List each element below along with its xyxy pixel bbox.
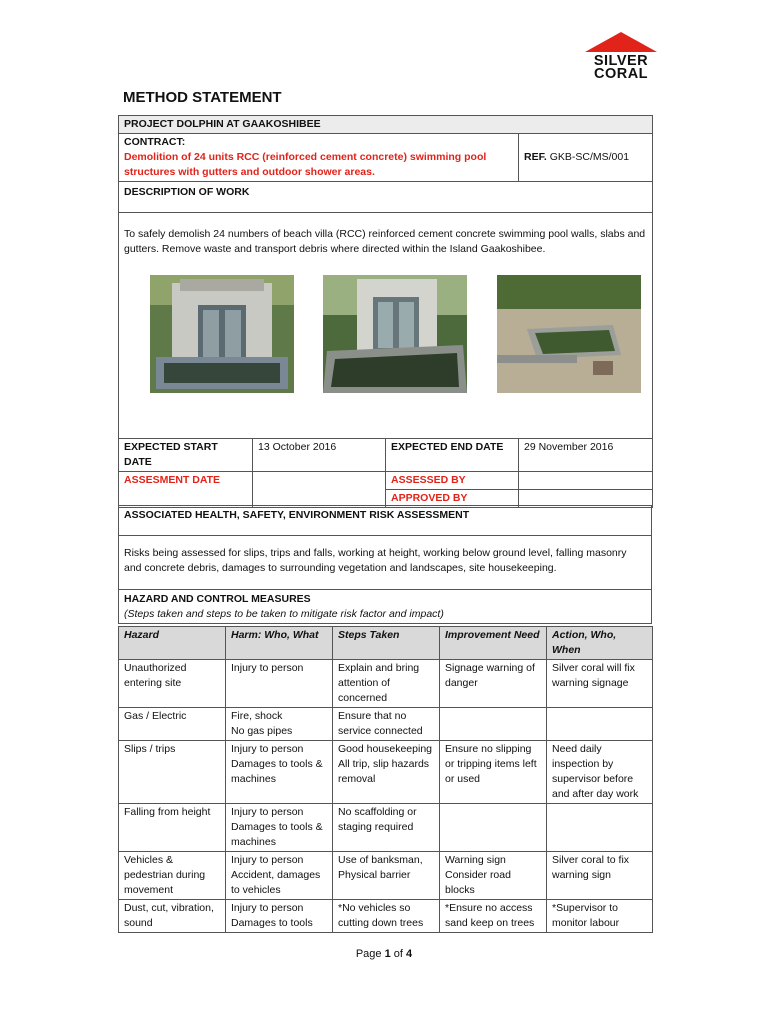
hazard-header-cell: Steps Taken [333,627,440,660]
pool-photo-1 [150,275,294,393]
table-row [119,708,653,741]
hazard-header-cell: Hazard [119,627,226,660]
company-logo [583,32,659,82]
project-name: PROJECT DOLPHIN AT GAAKOSHIBEE [119,116,653,134]
logo-line-1: SILVER [593,53,649,69]
table-cell: No scaffolding or staging required [333,804,440,852]
table-cell: Vehicles & pedestrian during movement [119,852,226,900]
hazard-control-table [118,626,653,933]
table-cell: Unauthorized entering site [119,660,226,708]
approved-by-label: APPROVED BY [386,490,519,508]
table-cell: Injury to person [226,660,333,708]
table-cell: Injury to person Damages to tools & machines [226,804,333,852]
contract-cell [119,134,519,182]
table-cell: Dust, cut, vibration, sound [119,900,226,933]
hazard-header-cell: Improvement Need [440,627,547,660]
table-cell: *No vehicles so cutting down trees [333,900,440,933]
table-cell: Ensure no slipping or tripping items left or used [440,741,547,804]
table-cell: Slips / trips [119,741,226,804]
hazard-heading-cell [119,590,652,624]
logo-line-2: CORAL [593,66,649,82]
table-cell: Signage warning of danger [440,660,547,708]
ref-value: GKB-SC/MS/001 [549,151,630,163]
table-row [119,804,653,852]
table-cell: Good housekeeping All trip, slip hazards removal [333,741,440,804]
start-date-value: 13 October 2016 [253,439,386,472]
table-row [119,741,653,804]
table-cell: Silver coral to fix warning sign [547,852,653,900]
table-cell: Gas / Electric [119,708,226,741]
description-cell [119,213,653,439]
project-info-table [118,115,653,508]
hazard-heading: HAZARD AND CONTROL MEASURES [124,593,311,605]
page-of: of [390,948,407,960]
hazard-header-cell: Harm: Who, What [226,627,333,660]
page-number [0,948,768,960]
table-cell: Ensure that no service connected [333,708,440,741]
table-cell: Fire, shock No gas pipes [226,708,333,741]
hazard-header-cell: Action, Who, When [547,627,653,660]
risk-assessment-table [118,505,652,624]
assessed-by-label: ASSESSED BY [386,472,519,490]
page-current: 1 [384,948,391,960]
assessment-date-label: ASSESMENT DATE [119,472,253,508]
table-cell: *Ensure no access sand keep on trees [440,900,547,933]
table-cell: Falling from height [119,804,226,852]
table-cell: *Supervisor to monitor labour [547,900,653,933]
assessment-date-value [253,472,386,508]
table-cell: Injury to person Accident, damages to vehicles [226,852,333,900]
end-date-label: EXPECTED END DATE [386,439,519,472]
table-cell: Explain and bring attention of concerned [333,660,440,708]
description-label: DESCRIPTION OF WORK [119,182,653,213]
risk-heading: ASSOCIATED HEALTH, SAFETY, ENVIRONMENT RISK ASSESSMENT [119,506,652,536]
table-cell [440,804,547,852]
pool-photo-2 [323,275,467,393]
contract-label: CONTRACT: [124,136,186,148]
ref-label: REF. [524,151,547,163]
table-row [119,852,653,900]
table-row [119,900,653,933]
page-total: 4 [406,948,413,960]
start-date-label: EXPECTED START DATE [119,439,253,472]
table-cell: Warning sign Consider road blocks [440,852,547,900]
roof-icon [585,32,657,52]
end-date-value: 29 November 2016 [519,439,653,472]
table-cell: Injury to person Damages to tools [226,900,333,933]
assessed-by-value [519,472,653,490]
table-cell [547,804,653,852]
table-cell: Injury to person Damages to tools & machines [226,741,333,804]
table-cell: Need daily inspection by supervisor before and after day work [547,741,653,804]
reference-cell [519,134,653,182]
document-title: METHOD STATEMENT [123,89,282,106]
table-cell: Use of banksman, Physical barrier [333,852,440,900]
description-text: To safely demolish 24 numbers of beach villa (RCC) reinforced cement concrete swimming pool walls, slabs and gutters. Remove waste and transport debris where directed within the Island Gaakoshibee. [124,228,646,255]
contract-text: Demolition of 24 units RCC (reinforced cement concrete) swimming pool structures with gutters and outdoor shower areas. [124,151,487,178]
table-cell [547,708,653,741]
pool-photo-3 [497,275,641,393]
table-cell: Silver coral will fix warning signage [547,660,653,708]
risk-text: Risks being assessed for slips, trips and falls, working at height, working below ground level, falling masonry and concrete debris, damages to surrounding vegetation and landscapes, site housekeeping. [119,536,652,590]
hazard-subheading: (Steps taken and steps to be taken to mitigate risk factor and impact) [124,608,444,620]
table-row [119,660,653,708]
photo-strip [124,275,647,425]
page-prefix: Page [355,948,385,960]
hazard-header-row [119,627,653,660]
table-cell [440,708,547,741]
